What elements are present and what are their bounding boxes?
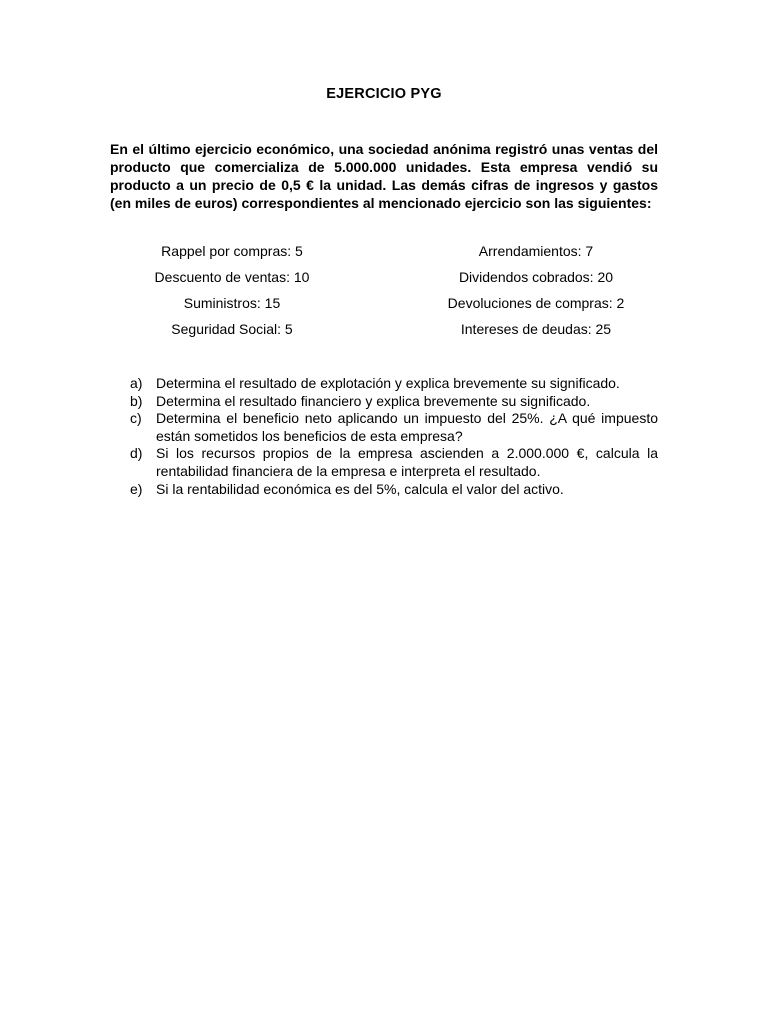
figure-item-right: Arrendamientos: 7 (478, 243, 594, 259)
question-item (130, 410, 658, 445)
question-item (130, 393, 658, 411)
question-item (130, 445, 658, 480)
question-marker: b) (130, 392, 143, 409)
figure-item-right: Intereses de deudas: 25 (460, 321, 612, 337)
figure-item-left: Suministros: 15 (183, 295, 281, 311)
question-text: Determina el resultado financiero y explica brevemente su significado. (156, 392, 591, 409)
question-marker: a) (130, 375, 143, 391)
question-text: Si los recursos propios de la empresa ascienden a 2.000.000 €, calcula la rentabilidad financiera de la empresa e interpreta el resultado. (156, 445, 658, 479)
question-item (130, 481, 658, 499)
question-text: Determina el beneficio neto aplicando un impuesto del 25%. ¿A qué impuesto están sometidos los beneficios de esta empresa? (156, 410, 658, 444)
question-marker: e) (130, 480, 143, 497)
intro-paragraph: En el último ejercicio económico, una sociedad anónima registró unas ventas del producto que comercializa de 5.000.000 unidades. Esta empresa vendió su producto a un precio de 0,5 € la unidad. Las demás cifras de ingresos y gastos (en miles de euros) correspondientes al mencionado ejercicio son las siguientes: (110, 141, 658, 211)
figure-item-left: Seguridad Social: 5 (171, 321, 293, 337)
figure-item-right: Devoluciones de compras: 2 (447, 295, 625, 311)
question-text: Determina el resultado de explotación y explica brevemente su significado. (156, 375, 620, 391)
question-item (130, 375, 658, 393)
question-list (130, 375, 658, 498)
question-marker: d) (130, 445, 143, 462)
figure-item-left: Descuento de ventas: 10 (154, 269, 310, 285)
figure-item-left: Rappel por compras: 5 (161, 243, 303, 259)
page-title: EJERCICIO PYG (326, 86, 442, 102)
figure-item-right: Dividendos cobrados: 20 (458, 269, 614, 285)
question-text: Si la rentabilidad económica es del 5%, calcula el valor del activo. (156, 480, 564, 497)
figures-table (110, 242, 658, 338)
question-marker: c) (130, 410, 142, 427)
